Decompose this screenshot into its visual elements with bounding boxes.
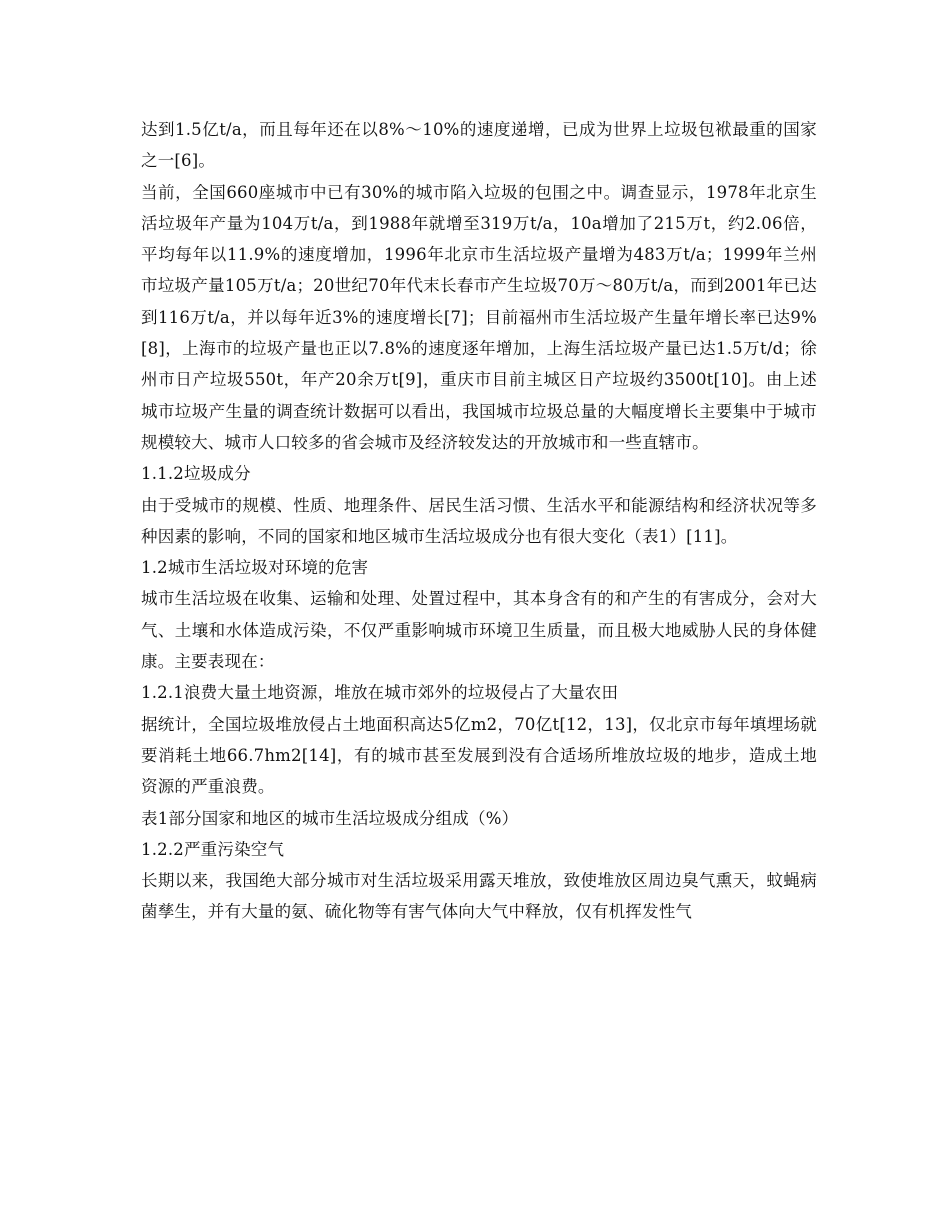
document-body bbox=[141, 114, 817, 928]
heading-land-waste: 1.2.1浪费大量土地资源，堆放在城市郊外的垃圾侵占了大量农田 bbox=[141, 683, 619, 703]
heading-environmental-harm: 1.2城市生活垃圾对环境的危害 bbox=[141, 558, 369, 578]
heading-waste-composition: 1.1.2垃圾成分 bbox=[141, 464, 251, 484]
table-caption: 表1部分国家和地区的城市生活垃圾成分组成（%） bbox=[141, 808, 519, 828]
heading-air-pollution: 1.2.2严重污染空气 bbox=[141, 839, 285, 859]
paragraph-air-pollution: 长期以来，我国绝大部分城市对生活垃圾采用露天堆放，致使堆放区周边臭气熏天，蚊蝇病菌孳生，并有大量的氨、硫化物等有害气体向大气中释放，仅有机挥发性气 bbox=[141, 871, 817, 922]
paragraph-composition-factors: 由于受城市的规模、性质、地理条件、居民生活习惯、生活水平和能源结构和经济状况等多种因素的影响，不同的国家和地区城市生活垃圾成分也有很大变化（表1）[11]。 bbox=[141, 495, 817, 546]
paragraph-waste-growth-rate: 达到1.5亿t/a，而且每年还在以8%～10%的速度递增，已成为世界上垃圾包袱最重的国家之一[6]。 bbox=[141, 120, 817, 171]
paragraph-harm-overview: 城市生活垃圾在收集、运输和处理、处置过程中，其本身含有的和产生的有害成分，会对大气、土壤和水体造成污染，不仅严重影响城市环境卫生质量，而且极大地威胁人民的身体健康。主要表现在： bbox=[141, 589, 817, 672]
paragraph-city-waste-statistics: 当前，全国660座城市中已有30%的城市陷入垃圾的包围之中。调查显示，1978年北京生活垃圾年产量为104万t/a，到1988年就增至319万t/a，10a增加了215万t，约2.06倍，平均每年以11.9%的速度增加，1996年北京市生活垃圾产量增为483万t/a；1999年兰州市垃圾产量105万t/a；20世纪70年代末长春市产生垃圾70万～80万t/a，而到2001年已达到116万t/a，并以每年近3%的速度增长[7]；目前福州市生活垃圾产生量年增长率已达9%[8]，上海市的垃圾产量也正以7.8%的速度逐年增加，上海生活垃圾产量已达1.5万t/d；徐州市日产垃圾550t，年产20余万t[9]，重庆市目前主城区日产垃圾约3500t[10]。由上述城市垃圾产生量的调查统计数据可以看出，我国城市垃圾总量的大幅度增长主要集中于城市规模较大、城市人口较多的省会城市及经济较发达的开放城市和一些直辖市。 bbox=[141, 182, 817, 452]
paragraph-land-statistics: 据统计，全国垃圾堆放侵占土地面积高达5亿m2，70亿t[12，13]，仅北京市每年填埋场就要消耗土地66.7hm2[14]，有的城市甚至发展到没有合适场所堆放垃圾的地步，造成土地资源的严重浪费。 bbox=[141, 714, 817, 797]
